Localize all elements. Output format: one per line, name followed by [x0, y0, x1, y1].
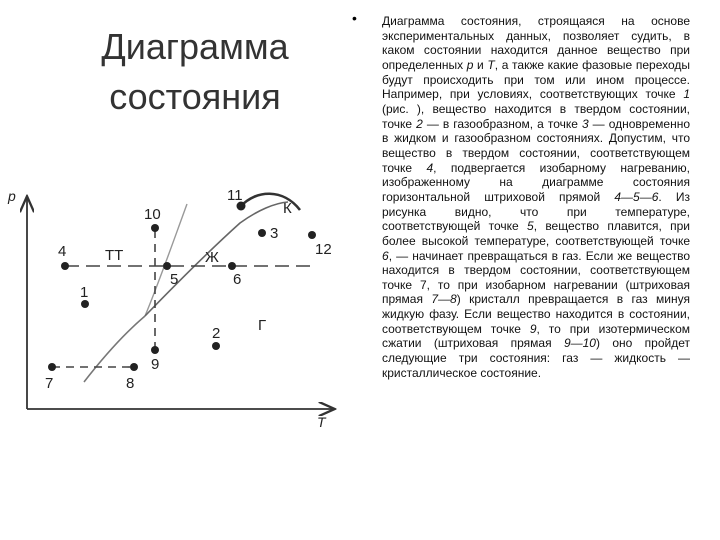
label-point-11: 11	[227, 187, 243, 204]
ref-line-9-10: 9—10	[563, 336, 596, 351]
text-run: , подвергается изобарному нагреванию, изображенному на диаграмме состояния горизонтальной штриховой прямой	[382, 160, 691, 204]
point-7	[48, 363, 56, 371]
text-run: и	[473, 57, 488, 72]
symbol-p: p	[466, 57, 474, 72]
ref-point-3: 3	[581, 116, 589, 131]
point-2	[212, 342, 220, 350]
text-run: , то при изотермическом сжатии (штриховая прямая	[382, 321, 690, 351]
label-point-2: 2	[212, 325, 221, 342]
ref-point-9: 9	[529, 321, 537, 336]
text-run: ) оно пройдет следующие три состояния: газ — жидкость — кристаллическое состояние.	[382, 336, 690, 380]
text-run: — одновременно в жидком и газообразном состояниях. Допустим, что вещество в твердом состоянии, соответствующем точке	[382, 116, 691, 175]
ref-line-4-5-6: 4—5—6	[614, 189, 659, 204]
sublimation-curve	[84, 316, 145, 382]
title-line-1: Диаграмма	[101, 26, 289, 67]
point-3	[258, 229, 266, 237]
title-line-2: состояния	[109, 76, 281, 117]
region-label-liquid: Ж	[205, 249, 219, 266]
ref-point-4: 4	[426, 160, 434, 175]
label-point-1: 1	[80, 284, 89, 301]
bullet-marker: •	[352, 10, 357, 26]
label-point-6: 6	[233, 271, 242, 288]
label-point-12: 12	[315, 241, 332, 258]
ref-line-7-8: 7—8	[431, 292, 457, 307]
label-point-3: 3	[270, 225, 279, 242]
label-point-8: 8	[126, 375, 135, 392]
point-10	[151, 224, 159, 232]
text-run: , а также какие фазовые переходы будут происходить при том или ином процессе. Например, при условиях, соответствующих точке	[382, 57, 691, 102]
text-run: (рис. ), вещество находится в твердом состоянии, точке	[382, 101, 690, 131]
text-run: Диаграмма состояния, строящаяся на основе экспериментальных данных, позволяет судить, в каком состоянии находится данное вещество при определенных	[382, 14, 690, 72]
text-run: — в газообразном, а точке	[422, 116, 582, 131]
point-4	[61, 262, 69, 270]
point-9	[151, 346, 159, 354]
region-label-solid: ТТ	[105, 247, 124, 264]
phase-diagram	[0, 180, 350, 440]
point-5	[163, 262, 171, 270]
region-label-gas: Г	[258, 317, 267, 334]
text-run: . Из рисунка видно, что при температуре, соответствующей точке	[382, 189, 690, 234]
point-12	[308, 231, 316, 239]
point-1	[81, 300, 89, 308]
ref-point-1: 1	[683, 87, 690, 102]
text-run: ) кристалл превращается в газ минуя жидкую фазу. Если вещество находится в состоянии, соответствующем точке	[382, 292, 690, 336]
point-6	[228, 262, 236, 270]
text-run: , вещество плавится, при более высокой температуре, соответствующей точке	[382, 219, 690, 248]
ref-point-2: 2	[416, 116, 423, 131]
critical-point-label: К	[283, 200, 292, 217]
axis-label-t: T	[317, 414, 326, 430]
slide-title	[60, 22, 330, 122]
label-point-5: 5	[170, 271, 179, 288]
label-point-9: 9	[151, 356, 160, 373]
body-paragraph	[382, 14, 690, 380]
label-point-10: 10	[144, 206, 161, 223]
symbol-t: T	[487, 57, 495, 72]
label-point-4: 4	[58, 243, 67, 260]
ref-point-5: 5	[527, 219, 534, 234]
axis-label-p: p	[8, 188, 16, 204]
label-point-7: 7	[45, 375, 54, 392]
point-8	[130, 363, 138, 371]
text-run: , — начинает превращаться в газ. Если же вещество находится в твердом состоянии, соответствующем точке 7, то при изобарном нагревании (штриховая прямая	[382, 248, 690, 307]
ref-point-6: 6	[382, 248, 389, 263]
